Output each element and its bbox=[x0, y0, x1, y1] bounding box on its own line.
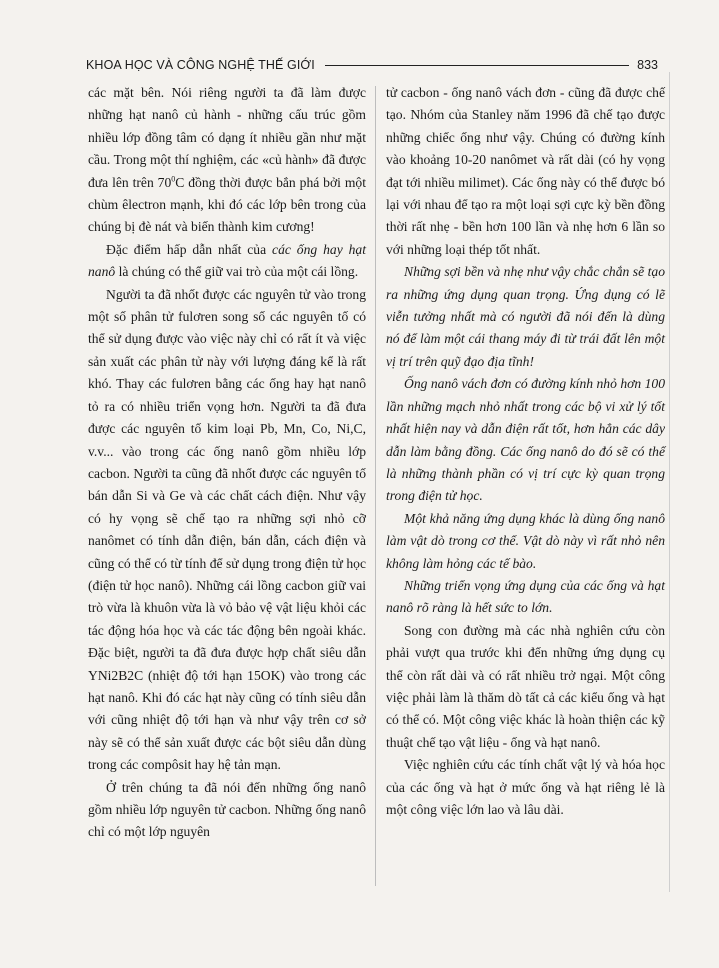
margin-rule bbox=[669, 72, 670, 892]
column-divider bbox=[375, 86, 376, 886]
header-rule bbox=[325, 65, 629, 66]
paragraph-text: Đặc điểm hấp dẫn nhất của bbox=[106, 241, 273, 257]
paragraph: Người ta đã nhốt được các nguyên tử vào trong một số phân tử fulơren song số các nguyên tố có thể sử dụng được vào việc này chỉ có rất ít và việc sản xuất các phân tử này với lượng đáng kể là rất khó. Thay các fulơren bằng các ống hay hạt nanô tỏ ra có nhiều triển vọng hơn. Người ta đã đưa được các nguyên tố kim loại Pb, Mn, Co, Ni,C, v.v... vào trong các ống nanô gồm nhiều lớp cacbon. Người ta cũng đã nhốt được các nguyên tố bán dẫn Si và Ge và các chất cách điện. Như vậy có hy vọng sẽ chế tạo ra những sợi nhỏ cỡ nanômet có tính dẫn điện, bán dẫn, cách điện và cũng có thể có từ tính để sử dụng trong điện tử học (điện tử học nanô). Những cái lồng cacbon giữ vai trò vừa là khuôn vừa là vỏ bảo vệ vật liệu khỏi các tác động hóa học và các tác động bên ngoài khác. Đặc biệt, người ta đã đưa được hợp chất siêu dẫn YNi2B2C (nhiệt độ tới hạn 15OK) vào trong các hạt nanô. Khi đó các hạt này cũng có tính siêu dẫn với cũng nhiệt độ tới hạn và như vậy trên cơ sở này sẽ có thể sản xuất được các bột siêu dẫn dùng trong các compôsit hay hệ tản mạn. bbox=[88, 286, 366, 773]
paragraph-text: C đồng thời được bắn phá bởi một chùm êlectron mạnh, khi đó các lớp bên trong của chúng bị đè nát và biến thành kim cương! bbox=[88, 174, 367, 235]
paragraph: Song con đường mà các nhà nghiên cứu còn phải vượt qua trước khi đến những ứng dụng cụ thể còn rất dài và có rất nhiều trở ngại. Một công việc phải làm là thăm dò tất cả các kiểu ống và hạt có thể có. Một công việc khác là hoàn thiện các kỹ thuật chế tạo vật liệu - ống và hạt nanô. bbox=[386, 622, 665, 750]
left-column bbox=[88, 82, 366, 844]
paragraph-text: là chúng có thể giữ vai trò của một cái lồng. bbox=[115, 264, 359, 280]
italic-paragraph: Những triển vọng ứng dụng của các ống và hạt nanô rõ ràng là hết sức to lớn. bbox=[386, 577, 665, 616]
page-number: 833 bbox=[637, 58, 658, 72]
italic-paragraph: Những sợi bền và nhẹ như vậy chắc chắn sẽ tạo ra những ứng dụng quan trọng. Ứng dụng có lẽ viễn tưởng nhất mà có người đã nói đến là dùng nó để làm một cái thang máy đi từ trái đất lên một vị trí trên quỹ đạo địa tĩnh! bbox=[386, 264, 665, 369]
header-title: KHOA HỌC VÀ CÔNG NGHỆ THẾ GIỚI bbox=[86, 58, 315, 72]
paragraph: Ở trên chúng ta đã nói đến những ống nanô gồm nhiều lớp nguyên tử cacbon. Những ống nanô chỉ có một lớp nguyên bbox=[88, 779, 366, 840]
paragraph bbox=[88, 82, 366, 239]
right-column bbox=[386, 82, 665, 821]
paragraph: Việc nghiên cứu các tính chất vật lý và hóa học của các ống và hạt ở mức ống và hạt riêng lẻ là một công việc lớn lao và lâu dài. bbox=[386, 757, 665, 817]
italic-paragraph: Một khả năng ứng dụng khác là dùng ống nanô làm vật dò trong cơ thể. Vật dò này vì rất nhỏ nên không làm hỏng các tế bào. bbox=[386, 510, 665, 571]
paragraph bbox=[88, 239, 366, 284]
paragraph-text: các mặt bên. Nói riêng người ta đã làm được những hạt nanô củ hành - những cấu trúc gồm nhiều lớp đồng tâm có dạng ít nhiều gần như mặt cầu. Trong một thí nghiệm, các «củ hành» đã được đưa lên trên 70 bbox=[88, 85, 366, 190]
italic-paragraph: Ống nanô vách đơn có đường kính nhỏ hơn 100 lần những mạch nhỏ nhất trong các bộ vi xử lý tốt nhất hiện nay và dẫn điện rất tốt, hơn hẳn các dây dẫn làm bằng đồng. Các ống nanô do đó sẽ có thể là những thành phần có vị trí cực kỳ quan trọng trong điện tử học. bbox=[386, 376, 665, 504]
paragraph: tử cacbon - ống nanô vách đơn - cũng đã được chế tạo. Nhóm của Stanley năm 1996 đã chế tạo được những chiếc ống như vậy. Chúng có đường kính vào khoảng 10-20 nanômet và rất dài (có hy vọng đạt tới nhiều milimet). Các ống này có thể được bó lại với nhau để tạo ra một loại sợi cực kỳ bền đồng thời rất nhẹ - bền hơn 100 lần và nhẹ hơn 6 lần so với những loại thép tốt nhất. bbox=[386, 85, 665, 257]
running-header bbox=[86, 54, 658, 76]
superscript: 0 bbox=[171, 174, 176, 184]
emphasis-text: các ống hay hạt nanô bbox=[88, 241, 366, 280]
